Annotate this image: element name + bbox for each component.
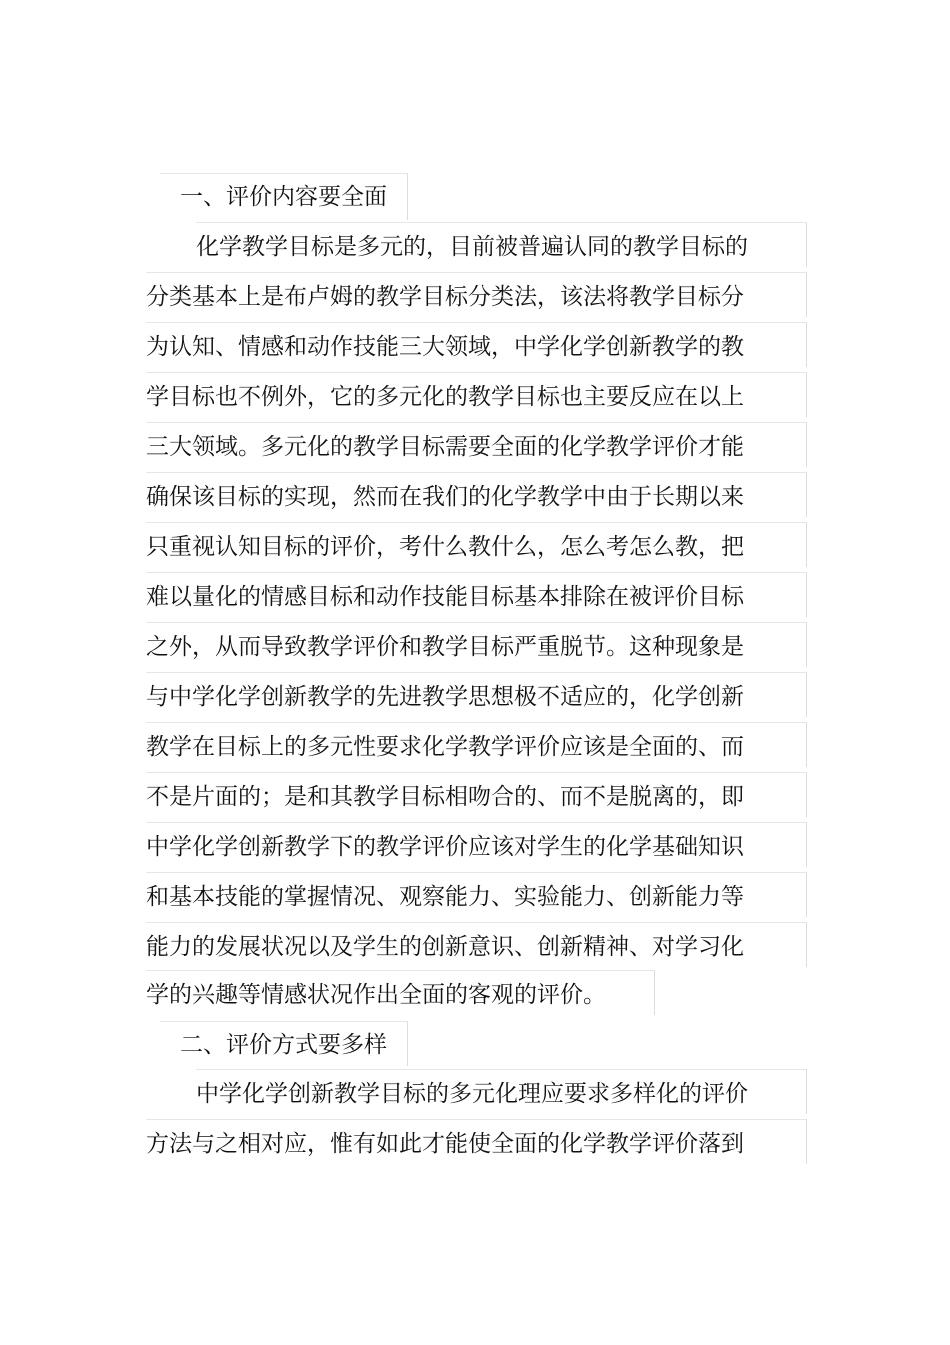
section-heading: 一、评价内容要全面	[180, 184, 387, 210]
paragraph-line: 之外，从而导致教学评价和教学目标严重脱节。这种现象是	[146, 634, 744, 660]
section-heading: 二、评价方式要多样	[180, 1032, 387, 1058]
paragraph-line: 能力的发展状况以及学生的创新意识、创新精神、对学习化	[146, 934, 744, 960]
paragraph-line: 与中学化学创新教学的先进教学思想极不适应的，化学创新	[146, 684, 744, 710]
paragraph-line: 为认知、情感和动作技能三大领域，中学化学创新教学的教	[146, 334, 744, 360]
paragraph-line: 只重视认知目标的评价，考什么教什么，怎么考怎么教，把	[146, 534, 744, 560]
paragraph-line: 学目标也不例外，它的多元化的教学目标也主要反应在以上	[146, 384, 744, 410]
paragraph-line: 化学教学目标是多元的，目前被普遍认同的教学目标的	[196, 234, 748, 260]
paragraph-line: 和基本技能的掌握情况、观察能力、实验能力、创新能力等	[146, 884, 744, 910]
paragraph-line: 三大领域。多元化的教学目标需要全面的化学教学评价才能	[146, 434, 744, 460]
paragraph-line: 难以量化的情感目标和动作技能目标基本排除在被评价目标	[146, 584, 744, 610]
paragraph-line: 教学在目标上的多元性要求化学教学评价应该是全面的、而	[146, 734, 744, 760]
paragraph-line: 方法与之相对应，惟有如此才能使全面的化学教学评价落到	[146, 1131, 744, 1157]
paragraph-line: 分类基本上是布卢姆的教学目标分类法，该法将教学目标分	[146, 284, 744, 310]
paragraph-line: 学的兴趣等情感状况作出全面的客观的评价。	[146, 982, 606, 1008]
paragraph-line: 不是片面的；是和其教学目标相吻合的、而不是脱离的，即	[146, 784, 744, 810]
paragraph-line: 中学化学创新教学下的教学评价应该对学生的化学基础知识	[146, 834, 744, 860]
paragraph-line: 确保该目标的实现，然而在我们的化学教学中由于长期以来	[146, 484, 744, 510]
paragraph-line: 中学化学创新教学目标的多元化理应要求多样化的评价	[196, 1081, 748, 1107]
